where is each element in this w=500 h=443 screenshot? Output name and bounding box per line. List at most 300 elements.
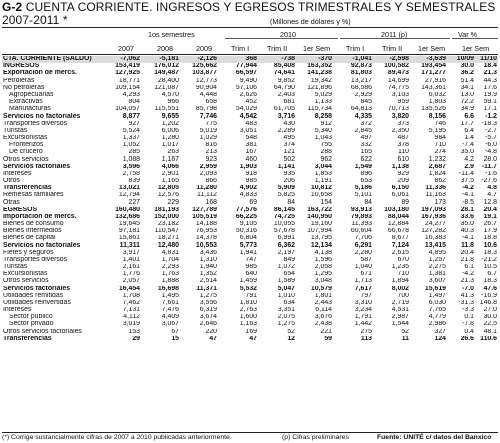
cell-value: 862 (434, 177, 446, 185)
data-table-body (2, 56, 498, 343)
cell-value: 74,725 (273, 213, 295, 220)
cell-value: 88,044 (387, 213, 409, 220)
cell-value: 97,181 (118, 228, 140, 235)
cell-value: 13,217 (350, 77, 372, 84)
cell-value: 9,852 (277, 77, 295, 84)
table-row (2, 250, 498, 257)
cell-value: 1,352 (199, 271, 217, 278)
footnote-revision: (*) Corrige sustancialmente cifras de 2007 a 2010 publicadas anteriormente. (2, 434, 232, 441)
cell-value: 13,795 (310, 235, 332, 242)
cell-value: 1.4 (464, 134, 474, 142)
cell-value: 6,030 (428, 299, 446, 306)
cell-value: 69 (249, 199, 257, 206)
cell-value: 1,704 (161, 256, 179, 263)
cell-value: 21.3 (483, 70, 497, 77)
cell-value: 11,311 (119, 242, 140, 249)
cell-value: 1,232 (428, 156, 446, 163)
row-label: Transferencias (3, 335, 52, 342)
row-label: Bienes de capital (3, 235, 56, 242)
group-header-2010: 2010 (280, 30, 296, 39)
cell-value: 11,336 (425, 185, 446, 192)
cell-value: 804 (128, 99, 140, 106)
cell-value: 132,686 (115, 213, 140, 220)
cell-value: 6,804 (239, 235, 257, 242)
cell-value: 755 (320, 142, 332, 149)
cell-value: 9,655 (161, 113, 179, 120)
cell-value: 181,193 (154, 206, 179, 213)
cell-value: 176,012 (154, 63, 179, 70)
cell-value: 3,048 (314, 278, 332, 285)
cell-value: 227 (128, 199, 140, 206)
footnote-preliminary: (p) Cifras preliminares (282, 434, 349, 441)
row-label: Remesas familiares (3, 192, 64, 199)
cell-value: 1,163 (239, 321, 257, 328)
cell-value: 14,378 (195, 235, 217, 242)
cell-value: 18,271 (157, 235, 179, 242)
cell-value: 1,776 (122, 271, 140, 278)
cell-value: 1,708 (122, 292, 140, 299)
cell-value: 47 (209, 335, 217, 342)
table-row (2, 271, 498, 278)
cell-value: 19,645 (118, 220, 140, 228)
cell-value: 209 (397, 177, 409, 185)
row-label: Otros servicios (3, 278, 49, 285)
cell-value: 26.7 (483, 220, 497, 228)
table-row (2, 156, 498, 163)
row-label: No petroleras (3, 84, 45, 91)
row-label: Agropecuarias (9, 91, 54, 98)
col-header-2009: 2009 (196, 44, 212, 53)
cell-value: -16.9 (481, 292, 497, 299)
cell-value: 27,916 (424, 77, 446, 84)
cell-value: 5,773 (239, 242, 257, 249)
cell-value: -5,181 (141, 56, 180, 63)
cell-value: 3,716 (277, 113, 295, 120)
cell-value: 7,124 (391, 242, 409, 249)
cell-value: 135,526 (421, 106, 446, 113)
cell-value: 12.8 (483, 199, 497, 206)
cell-value: 115,551 (154, 106, 179, 113)
cell-value: 985 (245, 177, 257, 185)
cell-value: 77,576 (235, 206, 257, 213)
cell-value: 8,156 (428, 113, 446, 120)
cell-value: 912 (320, 120, 332, 127)
cell-value: 6,006 (161, 127, 179, 134)
cell-value: 2,986 (428, 321, 446, 328)
row-label: Otros servicios (3, 156, 49, 163)
cell-value: 11.8 (460, 242, 474, 249)
cell-value: 14,188 (195, 220, 217, 228)
cell-value: 7,661 (161, 299, 179, 306)
cell-value: 274 (434, 149, 446, 156)
row-label: Otros servicios factoriales (3, 328, 82, 335)
cell-value: 483 (245, 120, 257, 127)
cell-value: 797 (360, 292, 372, 299)
cell-value: 36.2 (460, 70, 474, 77)
cell-value: 460 (245, 156, 257, 163)
cell-value: -7.0 (462, 285, 474, 292)
cell-value: 110,547 (154, 228, 179, 235)
cell-value: 1,810 (239, 299, 257, 306)
cell-value: 11,112 (196, 192, 217, 199)
cell-value: 35.0 (460, 220, 474, 228)
cell-value: 1,310 (199, 256, 217, 263)
cell-value: 962 (320, 156, 332, 163)
cell-value: 653 (360, 177, 372, 185)
cell-value: 89 (401, 199, 409, 206)
table-row (2, 178, 498, 185)
cell-value: 143,361 (421, 84, 446, 91)
cell-value: 2,443 (314, 299, 332, 306)
cell-value: 93,913 (350, 206, 372, 213)
table-row (2, 99, 498, 106)
table-row (2, 85, 498, 92)
cell-value: 1,940 (199, 263, 217, 271)
cell-value: 12,794 (118, 192, 140, 199)
cell-value: 121 (283, 149, 295, 156)
cell-value: 2,987 (391, 314, 409, 321)
cell-value: -4.2 (462, 185, 474, 192)
table-row (2, 235, 498, 242)
cell-value: 113 (360, 335, 372, 342)
cell-value: -4.8 (485, 149, 497, 156)
cell-value: 497 (360, 134, 372, 142)
cell-value: 1,275 (199, 292, 217, 299)
cell-value: 7,765 (428, 307, 446, 314)
cell-value: 127,789 (192, 206, 217, 213)
cell-value: -1,041 (337, 56, 373, 63)
cell-value: 3,103 (391, 91, 409, 98)
cell-value: 1,235 (391, 263, 409, 271)
cell-value: 487 (397, 134, 409, 142)
cell-value: 124 (434, 335, 446, 342)
rule-2010 (225, 38, 338, 39)
row-label: INGRESOS (3, 63, 40, 70)
cell-value: 16,698 (157, 285, 179, 292)
cell-value: 67 (171, 328, 179, 335)
cell-value: 35.0 (460, 149, 474, 156)
cell-value: 13,415 (424, 242, 446, 249)
cell-value: 10.5 (483, 263, 497, 271)
col-header-trim2-2010: Trim II (267, 44, 288, 53)
cell-value: -27.6 (481, 177, 497, 185)
cell-value: -2,126 (180, 56, 218, 63)
cell-value: 1,280 (161, 134, 179, 142)
cell-value: 85,408 (273, 63, 295, 70)
cell-value: 1,442 (354, 321, 372, 328)
rule-var (452, 38, 498, 39)
cell-value: 2,075 (277, 314, 295, 321)
cell-value: 79,893 (350, 213, 372, 220)
cell-value: 103,180 (384, 206, 409, 213)
cell-value: 19,342 (310, 77, 332, 84)
cell-value: 1,801 (314, 292, 332, 299)
row-label: Sector público (9, 314, 53, 321)
cell-value: 171,277 (421, 70, 446, 77)
cell-value: 2,514 (199, 278, 217, 285)
cell-value: 3,607 (428, 278, 446, 285)
cell-value: 110.6 (480, 335, 497, 342)
row-label: Transportes diversos (3, 120, 68, 127)
cell-value: 285 (128, 149, 140, 156)
cell-value: 11,371 (196, 285, 217, 292)
cell-value: 85,798 (195, 106, 217, 113)
table-code: G-2 (2, 0, 23, 14)
cell-value: 4,138 (314, 249, 332, 256)
cell-value: 16,454 (118, 285, 140, 292)
cell-value: 5,029 (314, 91, 332, 98)
cell-value: 103,877 (192, 70, 217, 77)
cell-value: 6,991 (277, 235, 295, 242)
cell-value: 3,351 (277, 307, 295, 314)
cell-value: 2,293 (161, 263, 179, 271)
cell-value: 18.3 (483, 249, 497, 256)
cell-value: 153,419 (115, 63, 140, 70)
row-label: Turistas (3, 263, 28, 271)
cell-value: 7,131 (122, 307, 140, 314)
cell-value: 21.3 (460, 278, 474, 285)
cell-value: 127,282 (421, 228, 446, 235)
cell-value: 15 (171, 335, 179, 342)
cell-value: 918 (245, 170, 257, 177)
cell-value: 4,448 (199, 91, 217, 98)
title-line-2: 2007-2011 * (2, 13, 68, 27)
cell-value: 18,771 (118, 77, 140, 84)
cell-value: 5,186 (354, 185, 372, 192)
cell-value: 3,596 (122, 163, 140, 170)
row-label: EGRESOS (3, 206, 38, 213)
cell-value: 845 (360, 99, 372, 106)
cell-value: 28.0 (483, 156, 497, 163)
cell-value: 2,350 (391, 127, 409, 134)
cell-value: 48.1 (483, 328, 497, 335)
table-row (2, 264, 498, 271)
bottom-rule (2, 432, 498, 433)
cell-value: 1,596 (314, 256, 332, 263)
cell-value: 10,055 (273, 220, 295, 228)
cell-value: 381 (245, 142, 257, 149)
table-row (2, 142, 498, 149)
top-rule (2, 27, 498, 28)
cell-value: 1,495 (161, 292, 179, 299)
cell-value: 64,813 (350, 106, 372, 113)
cell-value: 26.6 (460, 335, 474, 342)
cell-value: 2,403 (277, 91, 295, 98)
cell-value: 1,275 (277, 321, 295, 328)
col-header-var-sem: 1er Sem (462, 44, 490, 53)
cell-value: 47.6 (483, 285, 497, 292)
cell-value: 220 (205, 328, 217, 335)
cell-value: 1,401 (122, 256, 140, 263)
table-row (2, 221, 498, 228)
cell-value: 4,335 (354, 113, 372, 120)
cell-value: 12,773 (195, 77, 217, 84)
cell-value: 2,615 (391, 249, 409, 256)
cell-value: 671 (360, 271, 372, 278)
cell-value: 110 (398, 149, 409, 156)
cell-value: 167 (245, 149, 257, 156)
cell-value: 59 (324, 335, 332, 342)
cell-value: 935 (283, 170, 295, 177)
cell-value: 10,658 (310, 192, 332, 199)
cell-value: 2,161 (122, 263, 140, 271)
cell-value: 33.6 (460, 213, 474, 220)
cell-value: -3.3 (462, 307, 474, 314)
cell-value: 3,676 (314, 314, 332, 321)
cell-value: 3,674 (199, 314, 217, 321)
cell-value: 2,929 (354, 91, 372, 98)
cell-value: 12,134 (310, 242, 332, 249)
cell-value: 5,195 (428, 127, 446, 134)
cell-value: 30.0 (460, 63, 474, 70)
cell-value: 19.1 (483, 213, 497, 220)
cell-value: 152,000 (154, 213, 179, 220)
cell-value: 27.0 (483, 307, 497, 314)
cell-value: 2,901 (161, 170, 179, 177)
cell-value: 3,044 (314, 163, 332, 170)
cell-value: 1,589 (277, 278, 295, 285)
cell-value: 47 (249, 335, 257, 342)
cell-value: 3,820 (391, 113, 409, 120)
cell-value: 849 (283, 256, 295, 263)
cell-value: 141,238 (307, 70, 332, 77)
table-row (2, 278, 498, 285)
table-row (2, 242, 498, 249)
cell-value: 2,289 (277, 127, 295, 134)
cell-value: 4,831 (161, 249, 179, 256)
cell-value: 4,293 (122, 91, 140, 98)
cell-value: 5,909 (277, 185, 295, 192)
table-row (2, 293, 498, 300)
cell-value: 3,436 (199, 249, 217, 256)
cell-value: 374 (283, 142, 295, 149)
table-title: CUENTA CORRIENTE. INGRESOS Y EGRESOS TRIMESTRALES Y SEMESTRALES (25, 0, 496, 14)
cell-value: 1,191 (314, 177, 332, 185)
cell-value: 121,087 (154, 84, 179, 91)
cell-value: 109,154 (115, 84, 140, 91)
table-row (2, 113, 498, 120)
table-row (2, 307, 498, 314)
cell-value: 2,275 (428, 263, 446, 271)
row-label: Bienes de consumo (3, 220, 64, 228)
row-label: De crucero (9, 149, 43, 156)
cell-value: 6,319 (199, 307, 217, 314)
cell-value: -6.0 (485, 142, 497, 149)
cell-value: 3,234 (354, 307, 372, 314)
table-row (2, 329, 498, 336)
table-row (2, 286, 498, 293)
col-header-sem1-2010: 1er Sem (303, 44, 331, 53)
cell-value: 229 (167, 199, 179, 206)
cell-value: 7,617 (354, 285, 372, 292)
cell-value: 11,163 (425, 192, 446, 199)
row-label: Intereses (3, 170, 32, 177)
cell-value: 163,352 (307, 63, 332, 70)
cell-value: 24,277 (424, 220, 446, 228)
row-label: Transportes diversos (3, 256, 68, 263)
cell-value: 1,337 (122, 134, 140, 142)
cell-value: 6.7 (487, 271, 497, 278)
cell-value: -11.4 (458, 170, 474, 177)
table-row (2, 128, 498, 135)
cell-value: 373 (397, 120, 409, 127)
cell-value: 52 (287, 328, 295, 335)
col-header-trim2-2011: Trim II (382, 44, 403, 53)
cell-value: 66,597 (235, 70, 257, 77)
cell-value: 3,067 (161, 321, 179, 328)
cell-value: 121,896 (307, 84, 332, 91)
cell-value: 4,570 (161, 91, 179, 98)
cell-value: 169 (245, 328, 257, 335)
cell-value: 57,678 (273, 228, 295, 235)
cell-value: 61,705 (273, 106, 295, 113)
cell-value: 11,393 (351, 220, 372, 228)
cell-value: 92,873 (350, 63, 372, 70)
cell-value: 7,706 (354, 235, 372, 242)
cell-value: 1,040 (354, 263, 372, 271)
cell-value: 51.4 (460, 77, 474, 84)
cell-value: 263 (167, 149, 179, 156)
cell-value: 221 (320, 328, 332, 335)
row-label: Servicios no factoriales (3, 242, 81, 249)
cell-value: 3,051 (239, 127, 257, 134)
cell-value: 12,576 (157, 192, 179, 199)
cell-value: 153 (128, 328, 140, 335)
col-header-trim1-2010: Trim I (231, 44, 250, 53)
table-row (2, 228, 498, 235)
cell-value: 12,884 (387, 220, 409, 228)
cell-value: 4,779 (428, 314, 446, 321)
cell-value: 1,497 (428, 292, 446, 299)
cell-value: 18.4 (483, 63, 497, 70)
row-label: Petroleras (3, 77, 35, 84)
cell-value: 206 (283, 177, 295, 185)
cell-value: 4,902 (239, 185, 257, 192)
cell-value: 14,699 (387, 77, 409, 84)
cell-value: 17.1 (483, 106, 497, 113)
cell-value: 2,687 (428, 163, 446, 170)
cell-value: 2,057 (122, 278, 140, 285)
cell-value: -3,639 (410, 56, 447, 63)
cell-value: 985 (245, 263, 257, 271)
row-label: Manufacturas (9, 106, 51, 113)
cell-value: 160,480 (115, 206, 140, 213)
row-label: Servicios factoriales (3, 285, 71, 292)
cell-value: 2,197 (277, 249, 295, 256)
cell-value: 670 (397, 256, 409, 263)
cell-value: 37.5 (460, 177, 474, 185)
row-label: Exportación de mercs. (3, 70, 77, 77)
cell-value: 327 (434, 328, 446, 335)
row-label: Importación de mercs. (3, 213, 77, 220)
cell-value: 140,950 (307, 213, 332, 220)
cell-value: 430 (283, 120, 295, 127)
cell-value: 20.4 (460, 249, 474, 256)
table-row (2, 92, 498, 99)
col-header-2008: 2008 (157, 44, 173, 53)
cell-value: 2,763 (239, 307, 257, 314)
table-row (2, 199, 498, 206)
cell-value: 6.4 (464, 127, 474, 134)
cell-value: 105,519 (192, 213, 217, 220)
cell-value: 70,713 (387, 106, 409, 113)
cell-value: -370 (296, 56, 333, 63)
cell-value: 3,310 (354, 299, 372, 306)
cell-value: 548 (245, 134, 257, 142)
cell-value: 681 (283, 99, 295, 106)
cell-value: 18.3 (483, 278, 497, 285)
cell-value: 10.6 (483, 242, 497, 249)
